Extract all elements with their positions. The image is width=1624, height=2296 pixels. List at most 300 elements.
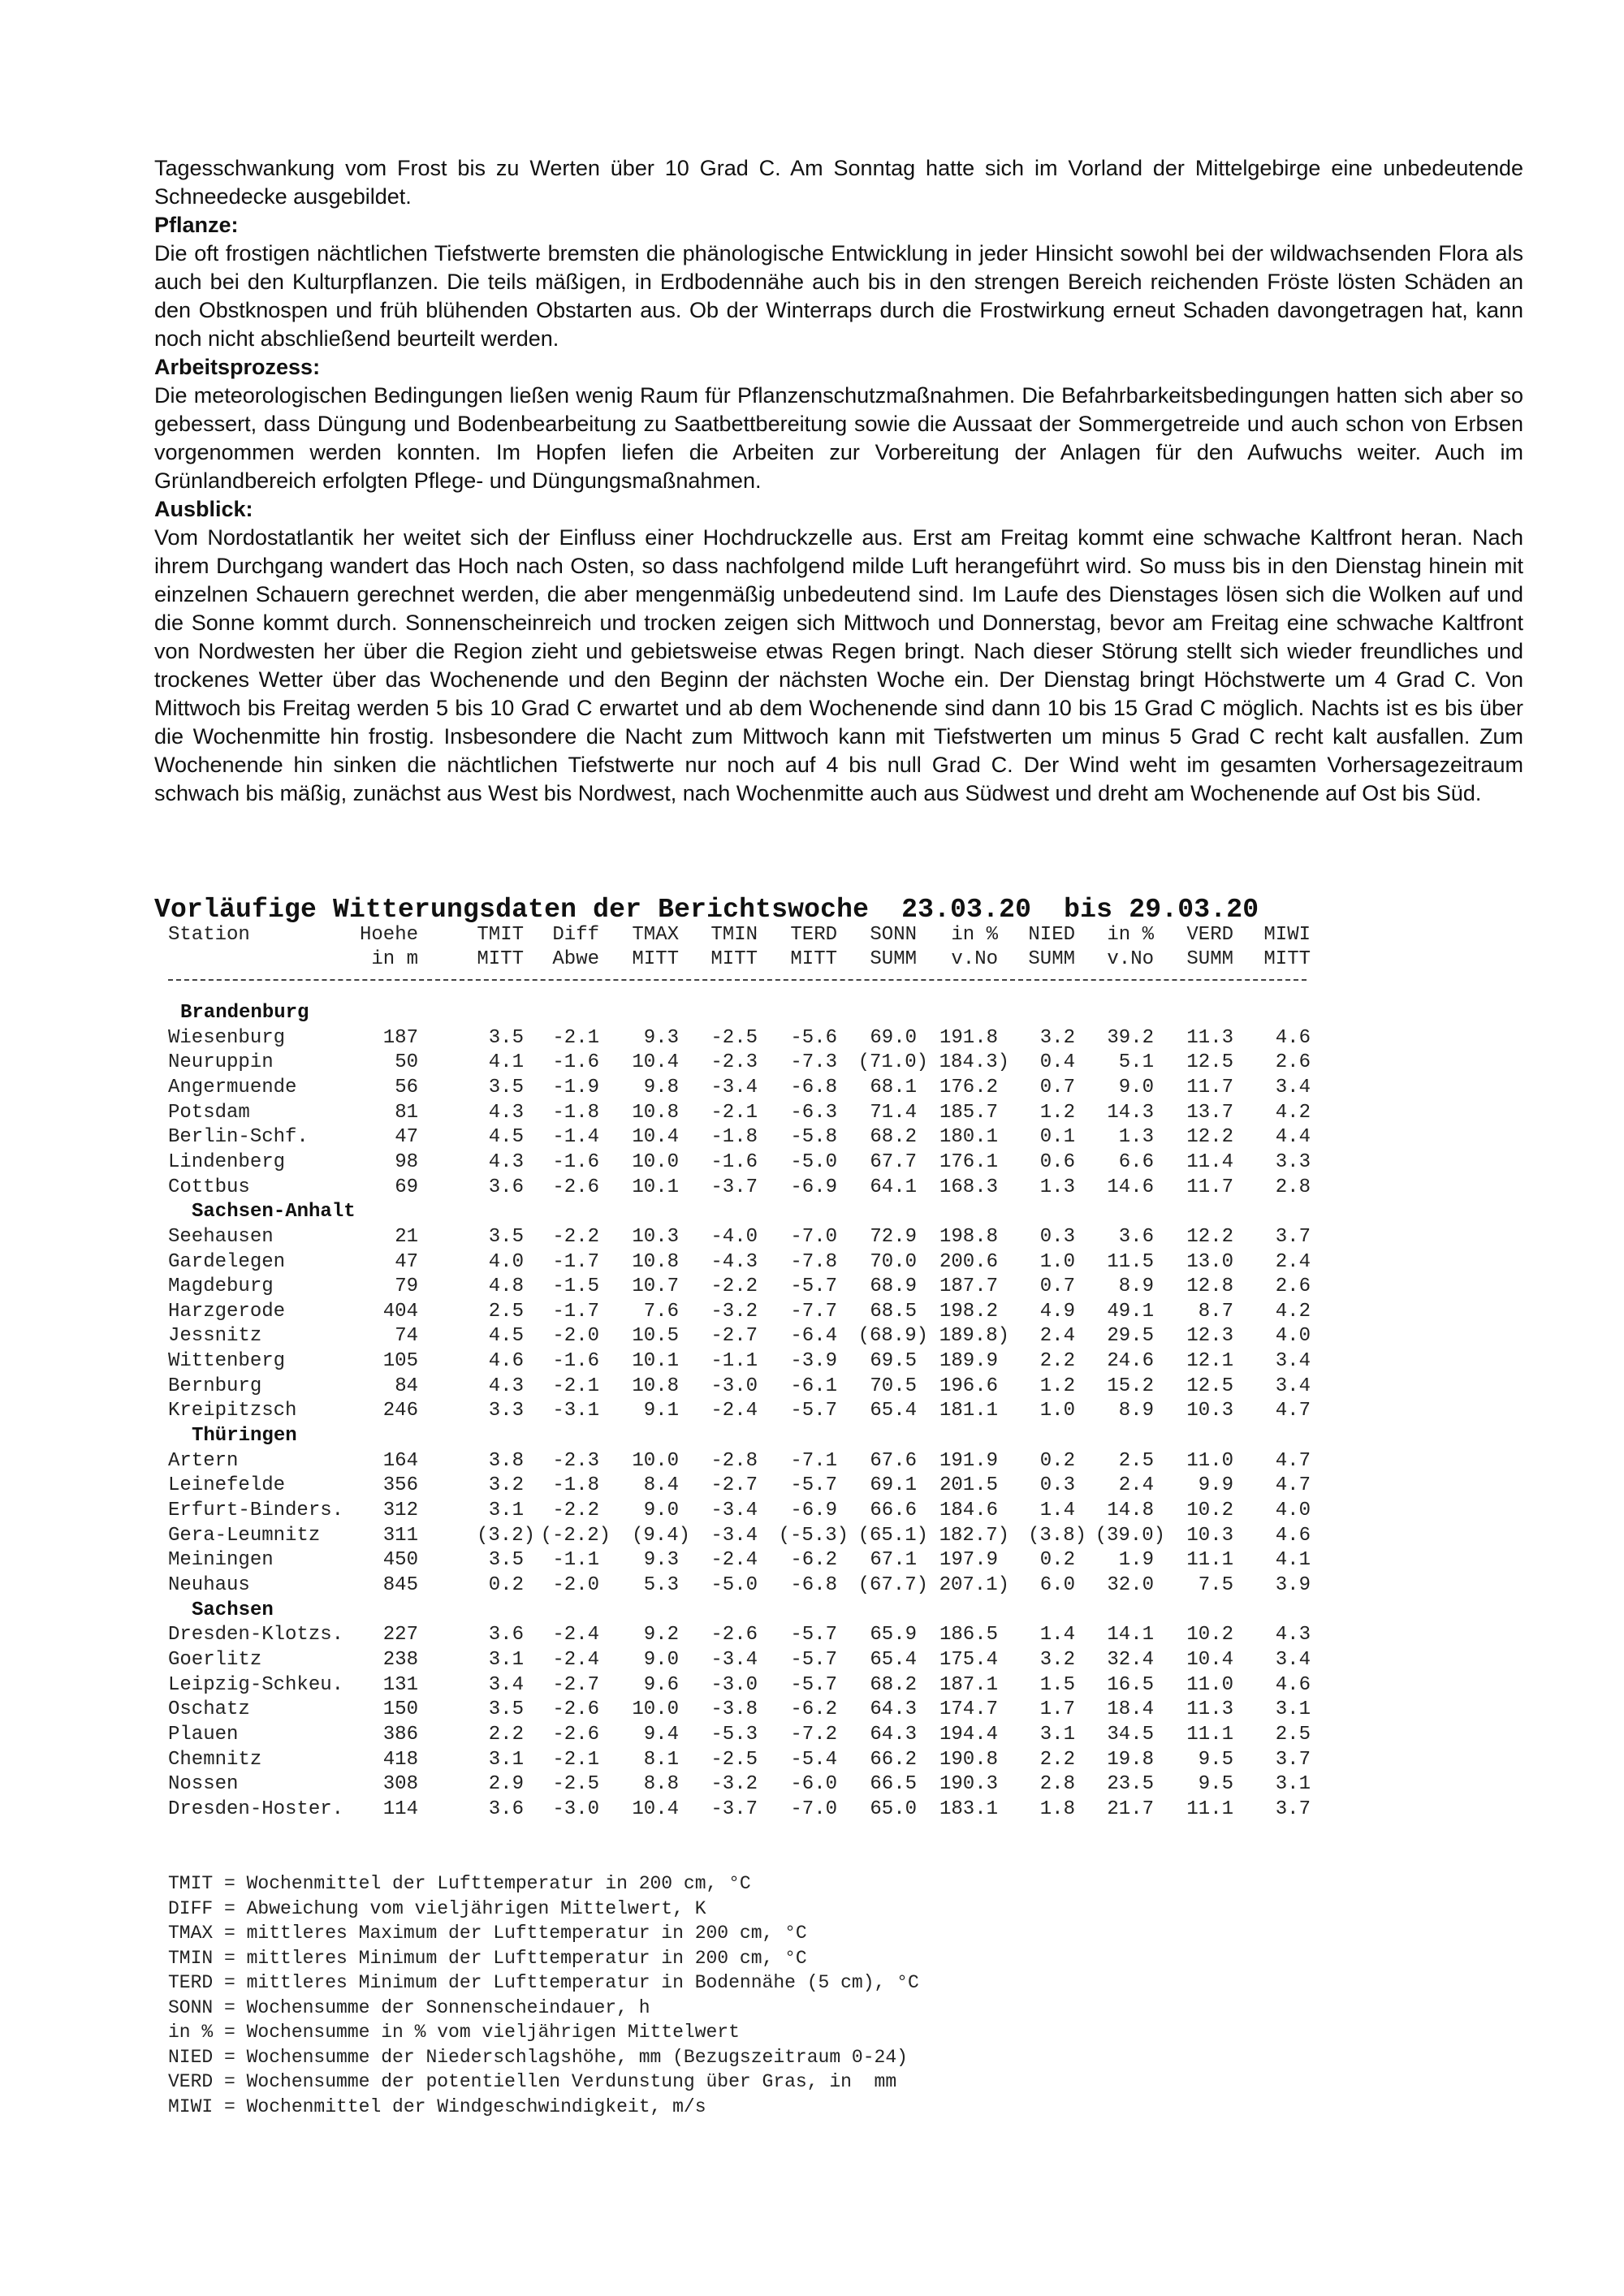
paragraph: Vom Nordostatlantik her weitet sich der Einfluss einer Hochdruckzelle aus. Erst am Freitag kommt eine schwache Kaltfront heran. Nach ihrem Durchgang wandert das Hoch nach Osten, so dass nachfolgend milde Luft herangeführt wird. So muss bis in den Dienstag hinein mit einzelnen Schauern gerechnet werden, die aber mengenmäßig unbedeutend sind. Im Laufe des Dienstages lösen sich die Wolken auf und die Sonne kommt durch. Sonnenscheinreich und trocken zeigen sich Mittwoch und Donnerstag, bevor am Freitag eine schwache Kaltfront von Nordwesten her über die Region zieht und gebietsweise etwas Regen bringt. Nach dieser Störung stellt sich wieder freundliches und trockenes Wetter über das Wochenende und den Beginn der nächsten Woche ein. Der Dienstag bringt Höchstwerte um 4 Grad C. Von Mittwoch bis Freitag werden 5 bis 10 Grad C erwartet und ab dem Wochenende sind dann 10 bis 15 Grad C möglich. Nachts ist es bis über die Wochenmitte hin frostig. Insbesondere die Nacht zum Mittwoch kann mit Tiefstwerten um minus 5 Grad C recht kalt ausfallen. Zum Wochenende hin sinken die nächtlichen Tiefstwerte nur noch auf 4 bis null Grad C. Der Wind weht im gesamten Vorhersagezeitraum schwach bis mäßig, zunächst aus West bis Nordwest, nach Wochenmitte auch aus Südwest und dreht am Wochenende auf Ost bis Süd. (154, 525, 1523, 805)
station-name: Cottbus (168, 1176, 250, 1198)
data-cell: -2.2 (710, 1275, 758, 1298)
data-cell: -6.3 (790, 1101, 837, 1124)
data-cell: 12.2 (1186, 1225, 1233, 1248)
data-cell: -6.8 (790, 1573, 837, 1596)
data-cell: 18.4 (1107, 1698, 1154, 1721)
data-cell: 150 (382, 1698, 418, 1721)
data-cell: -7.0 (790, 1225, 837, 1248)
data-cell: -2.1 (552, 1748, 599, 1771)
legend-entry: DIFF = Abweichung vom vieljährigen Mittelwert, K (168, 1897, 706, 1919)
data-cell: 2.8 (1275, 1176, 1311, 1198)
data-cell: -2.1 (552, 1375, 599, 1397)
data-cell: -2.5 (710, 1748, 758, 1771)
data-cell: 4.5 (488, 1126, 524, 1149)
data-cell: 201.5 (939, 1474, 998, 1497)
data-cell: 10.3 (1186, 1400, 1233, 1422)
column-subheader: v.No (1107, 948, 1154, 970)
data-cell: 47 (395, 1250, 418, 1273)
data-cell: -2.7 (552, 1673, 599, 1696)
data-cell: 8.4 (643, 1474, 679, 1497)
data-cell: 72.9 (870, 1225, 917, 1248)
data-cell: 10.0 (632, 1150, 679, 1173)
data-cell: -2.4 (552, 1648, 599, 1671)
data-cell: 10.2 (1186, 1624, 1233, 1646)
data-cell: 12.5 (1186, 1375, 1233, 1397)
data-cell: -2.3 (710, 1051, 758, 1074)
data-cell: 13.7 (1186, 1101, 1233, 1124)
data-cell: -1.4 (552, 1126, 599, 1149)
data-cell: 3.6 (1118, 1225, 1154, 1248)
data-cell: 4.1 (1275, 1549, 1311, 1572)
data-cell: 190.8 (939, 1748, 998, 1771)
data-cell: 186.5 (939, 1624, 998, 1646)
data-cell: 11.0 (1186, 1673, 1233, 1696)
data-cell: 4.0 (1275, 1500, 1311, 1521)
data-cell: 131 (382, 1673, 418, 1696)
region-heading: Sachsen (192, 1599, 274, 1621)
data-cell: -3.0 (710, 1375, 758, 1397)
data-cell: 69 (395, 1176, 418, 1198)
data-cell: 180.1 (939, 1126, 998, 1149)
data-cell: 2.4 (1039, 1325, 1075, 1348)
column-header: VERD (1186, 924, 1233, 946)
column-subheader: MITT (710, 948, 758, 970)
data-cell: -7.8 (790, 1250, 837, 1273)
data-cell: 3.2 (1039, 1648, 1075, 1671)
data-cell: 12.3 (1186, 1325, 1233, 1348)
legend-entry: TERD = mittleres Minimum der Lufttemperatur in Bodennähe (5 cm), °C (168, 1972, 919, 1993)
column-subheader: MITT (790, 948, 837, 970)
station-name: Leinefelde (168, 1474, 286, 1497)
data-cell: -5.0 (790, 1150, 837, 1173)
data-cell: 11.0 (1186, 1449, 1233, 1472)
data-cell: 32.0 (1107, 1573, 1154, 1596)
data-cell: 9.8 (643, 1076, 679, 1098)
data-cell: 168.3 (939, 1176, 998, 1198)
data-cell: 64.3 (870, 1723, 917, 1746)
data-cell: -1.7 (552, 1250, 599, 1273)
data-cell: 2.5 (488, 1300, 524, 1323)
data-cell: -2.0 (552, 1325, 599, 1348)
data-cell: 1.0 (1039, 1250, 1075, 1273)
data-cell: 174.7 (939, 1698, 998, 1721)
data-cell: 68.1 (870, 1076, 917, 1098)
data-cell: 13.0 (1186, 1250, 1233, 1273)
data-cell: -6.2 (790, 1549, 837, 1572)
data-cell: 3.1 (1275, 1773, 1311, 1796)
station-name: Chemnitz (168, 1748, 262, 1771)
data-cell: 10.5 (632, 1325, 679, 1348)
data-cell: 68.9 (870, 1275, 917, 1298)
data-cell: 19.8 (1107, 1748, 1154, 1771)
data-cell: 10.8 (632, 1375, 679, 1397)
data-cell: 3.4 (1275, 1350, 1311, 1373)
data-cell: 10.0 (632, 1449, 679, 1472)
data-cell: 1.5 (1039, 1673, 1075, 1696)
data-cell: 10.1 (632, 1350, 679, 1373)
station-name: Wiesenburg (168, 1026, 286, 1049)
data-cell: 14.3 (1107, 1101, 1154, 1124)
data-cell: 311 (382, 1524, 418, 1547)
column-header: in % (1107, 924, 1154, 946)
data-cell: (65.1) (857, 1524, 928, 1547)
data-cell: 196.6 (939, 1375, 998, 1397)
data-cell: -3.9 (790, 1350, 837, 1373)
data-cell: 3.9 (1275, 1573, 1311, 1596)
data-cell: 12.8 (1186, 1275, 1233, 1298)
data-cell: 1.7 (1039, 1698, 1075, 1721)
paragraph: Tagesschwankung vom Frost bis zu Werten über 10 Grad C. Am Sonntag hatte sich im Vorland der Mittelgebirge eine unbedeutende Schneedecke ausgebildet. (154, 156, 1523, 209)
column-header: SONN (870, 924, 917, 946)
data-cell: -1.6 (552, 1150, 599, 1173)
data-cell: 49.1 (1107, 1300, 1154, 1323)
data-cell: 4.0 (488, 1250, 524, 1273)
data-cell: 4.7 (1275, 1474, 1311, 1497)
station-name: Wittenberg (168, 1350, 286, 1373)
data-cell: (67.7) (857, 1573, 928, 1596)
data-cell: 4.2 (1275, 1101, 1311, 1124)
data-cell: (3.2) (476, 1524, 535, 1547)
column-header: TMIT (477, 924, 524, 946)
data-cell: -2.3 (552, 1449, 599, 1472)
data-cell: 9.5 (1198, 1748, 1233, 1771)
station-name: Oschatz (168, 1698, 250, 1721)
station-name: Neuruppin (168, 1051, 274, 1074)
data-cell: -5.3 (710, 1723, 758, 1746)
data-cell: 21 (395, 1225, 418, 1248)
data-cell: 11.7 (1186, 1176, 1233, 1198)
data-cell: -5.7 (790, 1673, 837, 1696)
region-heading: Brandenburg (180, 1002, 309, 1024)
data-cell: -3.1 (552, 1400, 599, 1422)
data-cell: 2.2 (1039, 1350, 1075, 1373)
data-cell: 1.2 (1039, 1375, 1075, 1397)
data-cell: 3.2 (1039, 1026, 1075, 1049)
station-name: Gera-Leumnitz (168, 1524, 321, 1547)
station-name: Potsdam (168, 1101, 250, 1124)
data-cell: 65.4 (870, 1648, 917, 1671)
data-cell: -7.1 (790, 1449, 837, 1472)
data-cell: 79 (395, 1275, 418, 1298)
data-cell: 66.6 (870, 1500, 917, 1521)
station-name: Gardelegen (168, 1250, 286, 1273)
data-cell: -2.5 (710, 1026, 758, 1049)
data-cell: (39.0) (1095, 1524, 1165, 1547)
data-cell: 4.6 (1275, 1026, 1311, 1049)
data-cell: -2.6 (552, 1176, 599, 1198)
data-cell: 175.4 (939, 1648, 998, 1671)
data-cell: 164 (382, 1449, 418, 1472)
data-cell: 207.1) (939, 1573, 1009, 1596)
data-cell: 11.4 (1186, 1150, 1233, 1173)
paragraph: Die oft frostigen nächtlichen Tiefstwerte bremsten die phänologische Entwicklung in jeder Hinsicht sowohl bei der wildwachsenden Flora als auch bei den Kulturpflanzen. Die teils mäßigen, in Erdbodennähe auch bis in den strengen Bereich reichenden Fröste lösten Schäden an den Obstknospen und früh blühenden Obstarten aus. Ob der Winterraps durch die Frostwirkung erneut Schaden davongetragen hat, kann noch nicht abschließend beurteilt werden. (154, 241, 1523, 351)
data-cell: 4.7 (1275, 1449, 1311, 1472)
data-cell: 10.2 (1186, 1500, 1233, 1521)
data-cell: 184.6 (939, 1500, 998, 1521)
data-cell: 183.1 (939, 1798, 998, 1820)
data-cell: 114 (382, 1798, 418, 1820)
data-cell: (-5.3) (778, 1524, 849, 1547)
data-cell: 50 (395, 1051, 418, 1074)
data-cell: 187.1 (939, 1673, 998, 1696)
data-cell: 10.1 (632, 1176, 679, 1198)
section-heading: Ausblick: (154, 497, 253, 521)
data-cell: 4.4 (1275, 1126, 1311, 1149)
data-cell: 6.6 (1118, 1150, 1154, 1173)
data-cell: 3.3 (488, 1400, 524, 1422)
data-cell: -5.7 (790, 1400, 837, 1422)
data-cell: 3.5 (488, 1549, 524, 1572)
station-name: Jessnitz (168, 1325, 262, 1348)
data-cell: 11.7 (1186, 1076, 1233, 1098)
data-cell: 194.4 (939, 1723, 998, 1746)
data-cell: -1.1 (552, 1549, 599, 1572)
data-cell: 3.5 (488, 1076, 524, 1098)
data-cell: -2.4 (710, 1400, 758, 1422)
column-header: TMAX (632, 924, 679, 946)
data-cell: -2.1 (552, 1026, 599, 1049)
data-cell: -4.0 (710, 1225, 758, 1248)
data-cell: 14.1 (1107, 1624, 1154, 1646)
data-cell: 3.6 (488, 1624, 524, 1646)
data-cell: 10.4 (632, 1798, 679, 1820)
data-cell: 197.9 (939, 1549, 998, 1572)
data-cell: -3.2 (710, 1300, 758, 1323)
section-heading: Pflanze: (154, 213, 239, 237)
data-cell: 4.8 (488, 1275, 524, 1298)
data-cell: 9.0 (643, 1500, 679, 1521)
data-cell: 0.2 (1039, 1549, 1075, 1572)
station-name: Leipzig-Schkeu. (168, 1673, 344, 1696)
data-cell: 39.2 (1107, 1026, 1154, 1049)
data-cell: -2.8 (710, 1449, 758, 1472)
data-cell: 3.1 (488, 1648, 524, 1671)
data-cell: 6.0 (1039, 1573, 1075, 1596)
data-cell: 4.3 (488, 1150, 524, 1173)
data-cell: 198.8 (939, 1225, 998, 1248)
data-cell: 7.6 (643, 1300, 679, 1323)
data-cell: 65.0 (870, 1798, 917, 1820)
station-name: Kreipitzsch (168, 1400, 297, 1422)
data-cell: 0.2 (1039, 1449, 1075, 1472)
data-cell: 68.2 (870, 1126, 917, 1149)
data-cell: 3.2 (488, 1474, 524, 1497)
data-cell: (3.8) (1027, 1524, 1086, 1547)
abbreviation-legend (168, 1871, 919, 2119)
data-cell: -2.0 (552, 1573, 599, 1596)
data-cell: 8.9 (1118, 1275, 1154, 1298)
data-cell: 4.6 (1275, 1673, 1311, 1696)
data-cell: -1.8 (552, 1101, 599, 1124)
data-cell: 176.2 (939, 1076, 998, 1098)
data-cell: 4.1 (488, 1051, 524, 1074)
data-cell: 2.5 (1118, 1449, 1154, 1472)
data-cell: 32.4 (1107, 1648, 1154, 1671)
data-cell: 70.0 (870, 1250, 917, 1273)
data-cell: 1.4 (1039, 1500, 1075, 1521)
data-cell: -2.2 (552, 1225, 599, 1248)
data-cell: (9.4) (631, 1524, 690, 1547)
legend-entry: MIWI = Wochenmittel der Windgeschwindigkeit, m/s (168, 2095, 706, 2117)
data-cell: -3.7 (710, 1798, 758, 1820)
data-cell: -3.4 (710, 1524, 758, 1547)
data-cell: -5.8 (790, 1126, 837, 1149)
data-cell: 4.7 (1275, 1400, 1311, 1422)
data-cell: 81 (395, 1101, 418, 1124)
data-cell: 9.4 (643, 1723, 679, 1746)
data-cell: 187 (382, 1026, 418, 1049)
legend-entry: SONN = Wochensumme der Sonnenscheindauer, h (168, 1996, 650, 2018)
data-cell: 845 (382, 1573, 418, 1596)
data-cell: 227 (382, 1624, 418, 1646)
data-cell: -3.4 (710, 1500, 758, 1521)
data-cell: 2.2 (1039, 1748, 1075, 1771)
data-cell: -1.6 (552, 1051, 599, 1074)
data-cell: 14.8 (1107, 1500, 1154, 1521)
data-cell: 10.8 (632, 1250, 679, 1273)
data-cell: 10.3 (632, 1225, 679, 1248)
data-cell: 9.3 (643, 1026, 679, 1049)
data-cell: 3.1 (488, 1500, 524, 1521)
data-cell: 246 (382, 1400, 418, 1422)
data-cell: -2.5 (552, 1773, 599, 1796)
data-cell: 3.3 (1275, 1150, 1311, 1173)
data-cell: -1.1 (710, 1350, 758, 1373)
column-subheader: Abwe (552, 948, 599, 970)
data-cell: -3.2 (710, 1773, 758, 1796)
region-heading: Thüringen (192, 1425, 297, 1448)
data-cell: 105 (382, 1350, 418, 1373)
region-heading: Sachsen-Anhalt (192, 1201, 356, 1224)
data-cell: 66.2 (870, 1748, 917, 1771)
data-cell: 4.3 (488, 1375, 524, 1397)
data-cell: 66.5 (870, 1773, 917, 1796)
data-cell: -3.0 (710, 1673, 758, 1696)
data-cell: 11.3 (1186, 1698, 1233, 1721)
data-cell: 4.6 (488, 1350, 524, 1373)
data-cell: 7.5 (1198, 1573, 1233, 1596)
column-subheader: v.No (951, 948, 998, 970)
data-cell: 9.6 (643, 1673, 679, 1696)
data-cell: -2.1 (710, 1101, 758, 1124)
data-cell: -3.4 (710, 1076, 758, 1098)
data-cell: -5.7 (790, 1648, 837, 1671)
data-cell: -5.0 (710, 1573, 758, 1596)
data-cell: 14.6 (1107, 1176, 1154, 1198)
station-name: Bernburg (168, 1375, 262, 1397)
data-cell: 3.1 (1039, 1723, 1075, 1746)
station-name: Meiningen (168, 1549, 274, 1572)
data-cell: 64.1 (870, 1176, 917, 1198)
column-header: Diff (552, 924, 599, 946)
data-cell: (-2.2) (540, 1524, 611, 1547)
data-cell: 2.4 (1275, 1250, 1311, 1273)
data-cell: 74 (395, 1325, 418, 1348)
data-cell: -6.8 (790, 1076, 837, 1098)
data-cell: 3.4 (1275, 1375, 1311, 1397)
data-cell: -6.0 (790, 1773, 837, 1796)
section-heading: Arbeitsprozess: (154, 355, 321, 379)
column-subheader: in m (371, 948, 418, 970)
data-cell: 3.1 (488, 1748, 524, 1771)
data-cell: 1.3 (1039, 1176, 1075, 1198)
data-cell: 67.6 (870, 1449, 917, 1472)
data-cell: -2.4 (710, 1549, 758, 1572)
data-cell: -1.9 (552, 1076, 599, 1098)
data-cell: 4.5 (488, 1325, 524, 1348)
table-title: Vorläufige Witterungsdaten der Berichtswoche 23.03.20 bis 29.03.20 (154, 895, 1259, 925)
column-header: TMIN (710, 924, 758, 946)
column-header: in % (951, 924, 998, 946)
data-cell: -1.7 (552, 1300, 599, 1323)
data-cell: 182.7) (939, 1524, 1009, 1547)
data-cell: 10.7 (632, 1275, 679, 1298)
data-cell: 1.8 (1039, 1798, 1075, 1820)
data-cell: 10.8 (632, 1101, 679, 1124)
data-cell: 450 (382, 1549, 418, 1572)
data-cell: 56 (395, 1076, 418, 1098)
data-cell: 0.1 (1039, 1126, 1075, 1149)
station-name: Angermuende (168, 1076, 297, 1098)
data-cell: 1.4 (1039, 1624, 1075, 1646)
data-cell: 198.2 (939, 1300, 998, 1323)
data-cell: 0.4 (1039, 1051, 1075, 1074)
data-cell: -6.1 (790, 1375, 837, 1397)
data-cell: -5.4 (790, 1748, 837, 1771)
legend-entry: VERD = Wochensumme der potentiellen Verdunstung über Gras, in mm (168, 2071, 897, 2092)
data-cell: 10.4 (1186, 1648, 1233, 1671)
data-cell: 1.9 (1118, 1549, 1154, 1572)
data-cell: 65.4 (870, 1400, 917, 1422)
data-cell: 10.4 (632, 1126, 679, 1149)
station-name: Goerlitz (168, 1648, 262, 1671)
data-cell: 69.0 (870, 1026, 917, 1049)
data-cell: -5.7 (790, 1275, 837, 1298)
data-cell: 5.3 (643, 1573, 679, 1596)
data-cell: 190.3 (939, 1773, 998, 1796)
data-cell: -1.6 (710, 1150, 758, 1173)
data-cell: 69.1 (870, 1474, 917, 1497)
data-cell: 4.3 (1275, 1624, 1311, 1646)
data-cell: 8.8 (643, 1773, 679, 1796)
legend-entry: TMIT = Wochenmittel der Lufttemperatur in 200 cm, °C (168, 1873, 751, 1894)
station-name: Dresden-Hoster. (168, 1798, 344, 1820)
data-cell: 67.7 (870, 1150, 917, 1173)
data-cell: 2.6 (1275, 1051, 1311, 1074)
data-cell: 9.0 (1118, 1076, 1154, 1098)
column-header: NIED (1028, 924, 1075, 946)
data-cell: 238 (382, 1648, 418, 1671)
data-cell: -2.6 (552, 1723, 599, 1746)
data-cell: -3.0 (552, 1798, 599, 1820)
data-cell: -6.9 (790, 1176, 837, 1198)
column-subheader: MITT (1263, 948, 1311, 970)
data-cell: 9.9 (1198, 1474, 1233, 1497)
station-name: Erfurt-Binders. (168, 1500, 344, 1521)
column-subheader: SUMM (1028, 948, 1075, 970)
data-cell: 0.6 (1039, 1150, 1075, 1173)
data-cell: 3.5 (488, 1225, 524, 1248)
data-cell: 8.7 (1198, 1300, 1233, 1323)
data-cell: 4.3 (488, 1101, 524, 1124)
data-cell: 191.9 (939, 1449, 998, 1472)
station-name: Harzgerode (168, 1300, 286, 1323)
data-cell: 3.7 (1275, 1798, 1311, 1820)
data-cell: 3.5 (488, 1698, 524, 1721)
column-header: Station (168, 924, 250, 946)
data-cell: 0.3 (1039, 1474, 1075, 1497)
data-cell: 3.1 (1275, 1698, 1311, 1721)
